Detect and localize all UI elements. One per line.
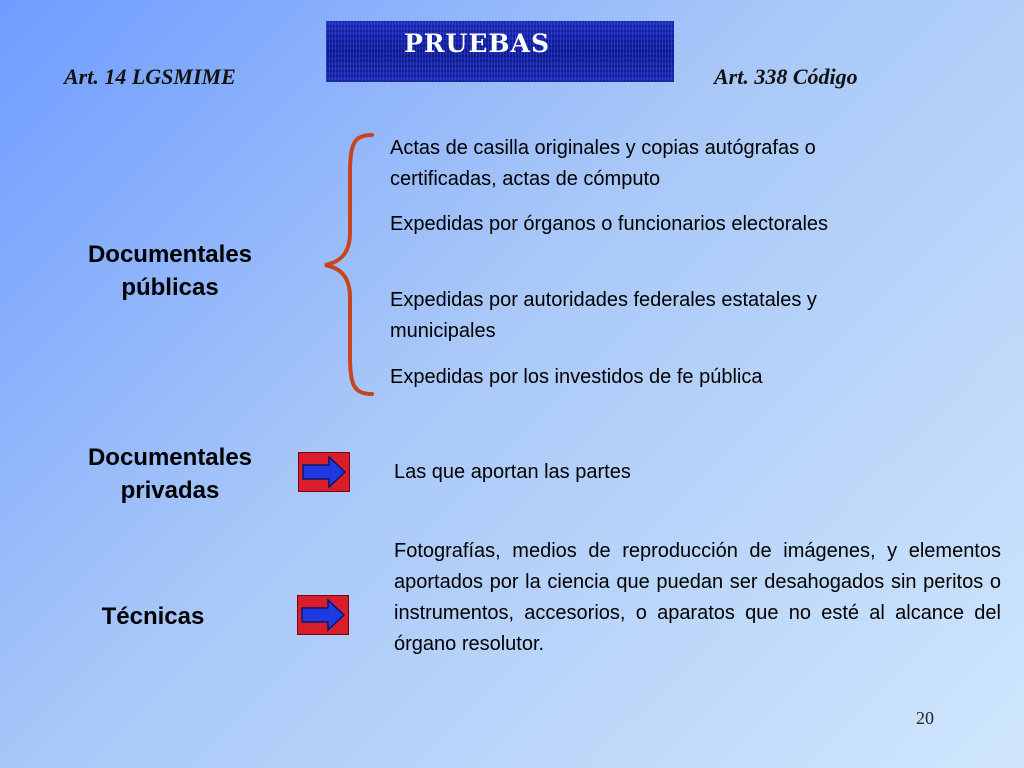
right-arrow-icon <box>298 596 348 634</box>
publicas-item-2: Expedidas por órganos o funcionarios electorales <box>390 213 829 235</box>
title-banner <box>326 21 674 82</box>
tecnicas-description: Fotografías, medios de reproducción de imágenes, y elementos aportados por la ciencia que puedan ser desahogados sin peritos o instrumentos, accesorios, o aparatos que no esté al alcance del órgano resolutor. <box>394 540 1001 655</box>
category-publicas-line1: Documentales <box>87 241 253 268</box>
right-arrow-icon <box>299 453 349 491</box>
category-documentales-publicas <box>58 238 282 304</box>
category-tecnicas: Técnicas <box>101 603 205 630</box>
page-number: 20 <box>916 708 934 728</box>
left-article-reference: Art. 14 LGSMIME <box>64 64 236 89</box>
left-curly-brace-icon <box>320 132 380 397</box>
publicas-item-4: Expedidas por los investidos de fe pública <box>390 366 763 388</box>
privadas-description: Las que aportan las partes <box>394 461 631 483</box>
category-privadas-line2: privadas <box>120 477 220 504</box>
tecnicas-arrow-button <box>297 595 349 635</box>
category-publicas-line2: públicas <box>121 274 219 301</box>
publicas-item-1: Actas de casilla originales y copias autógrafas o certificadas, actas de cómputo <box>390 137 816 190</box>
privadas-arrow-button <box>298 452 350 492</box>
page-title: PRUEBAS <box>403 29 550 58</box>
right-article-reference: Art. 338 Código <box>714 64 858 89</box>
category-documentales-privadas <box>58 441 282 507</box>
publicas-item-3: Expedidas por autoridades federales estatales y municipales <box>390 289 817 342</box>
category-privadas-line1: Documentales <box>87 444 253 471</box>
